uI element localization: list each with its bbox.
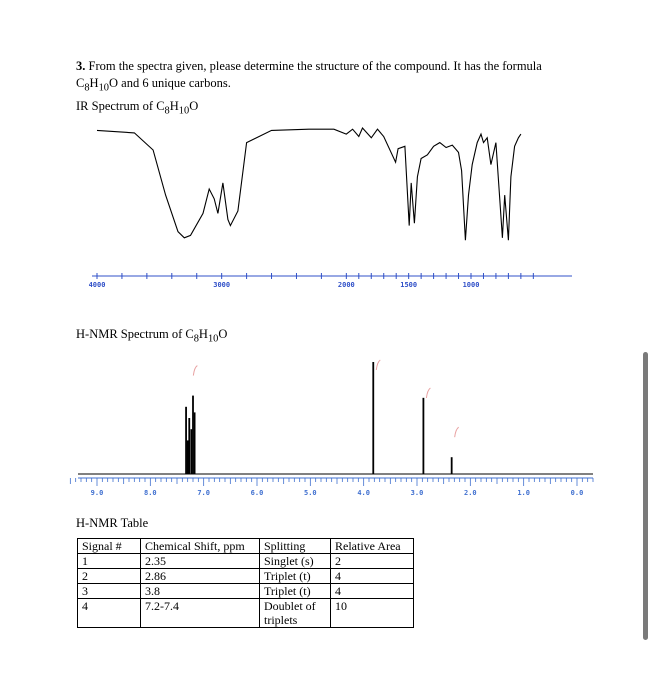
nmr-peak [191,429,193,474]
ir-formula-h-count: 10 [178,105,190,117]
nmr-table-title: H-NMR Table [76,516,149,530]
cell-splitting: Triplet (t) [260,569,331,584]
question-number: 3. [76,59,86,73]
nmr-tick-label: 8.0 [144,489,157,497]
cell-signal: 3 [78,584,141,599]
nmr-peak [188,418,190,474]
nmr-integration-mark [426,388,430,398]
table-row [78,554,414,569]
nmr-tick-label: 1.0 [517,489,530,497]
cell-area: 4 [331,584,414,599]
nmr-title-text: H-NMR Spectrum of C [76,327,194,341]
nmr-tick-label: 0.0 [570,489,584,497]
nmr-formula-h: H [198,327,208,341]
nmr-integration-mark [376,360,380,370]
nmr-table [77,538,414,628]
cell-area: 4 [331,569,414,584]
nmr-peak [423,398,425,474]
nmr-tick-label: 4.0 [357,489,370,497]
cell-splitting: Triplet (t) [260,584,331,599]
formula-h: H [89,76,99,90]
question-line1: From the spectra given, please determine the structure of the compound. It has the formula [88,59,542,73]
nmr-integration-mark [455,427,459,437]
nmr-peak [194,412,196,474]
cell-area: 2 [331,554,414,569]
scrollbar-thumb[interactable] [643,352,648,640]
ir-formula-c: 8 [164,105,170,117]
formula-c-count: 8 [84,82,90,94]
cell-signal: 2 [78,569,141,584]
table-row [78,584,414,599]
nmr-formula-c: 8 [193,333,199,345]
ir-formula-o: O [189,99,199,113]
header-splitting: Splitting [260,539,331,554]
cell-signal: 4 [78,599,141,628]
nmr-peak [451,457,453,474]
ir-title-text: IR Spectrum of C [76,99,165,113]
ir-formula-h: H [169,99,179,113]
cell-shift: 2.35 [141,554,260,569]
cell-area: 10 [331,599,414,628]
nmr-tick-label: 7.0 [197,489,210,497]
ir-tick-label: 1000 [462,281,480,289]
nmr-peak [187,440,189,474]
nmr-tick-label: 3.0 [410,489,424,497]
ir-tick-label: 3000 [213,281,231,289]
nmr-tick-label: 6.0 [250,489,264,497]
cell-shift: 7.2-7.4 [141,599,260,628]
question-line2: and 6 unique carbons. [118,76,231,90]
cell-splitting: Singlet (s) [260,554,331,569]
cell-signal: 1 [78,554,141,569]
ir-tick-label: 1500 [400,281,418,289]
nmr-tick-label: 2.0 [464,489,477,497]
cell-shift: 3.8 [141,584,260,599]
nmr-formula-h-count: 10 [207,333,219,345]
nmr-peak [372,362,374,474]
header-shift: Chemical Shift, ppm [141,539,260,554]
formula-c: C [76,76,85,90]
nmr-peak [192,396,194,474]
nmr-tick-label: 5.0 [304,489,317,497]
ir-tick-label: 4000 [88,281,106,289]
ir-tick-label: 2000 [337,281,355,289]
nmr-table-header-row [78,539,414,554]
nmr-tick-label: 9.0 [90,489,104,497]
nmr-formula-o: O [218,327,228,341]
formula-o: O [108,76,119,90]
table-row [78,569,414,584]
header-signal: Signal # [78,539,141,554]
nmr-integration-mark [193,366,197,376]
nmr-peak [185,407,187,474]
cell-splitting: Doublet of triplets [260,599,331,628]
cell-shift: 2.86 [141,569,260,584]
header-area: Relative Area [331,539,414,554]
formula-h-count: 10 [98,82,109,94]
table-row [78,599,414,628]
